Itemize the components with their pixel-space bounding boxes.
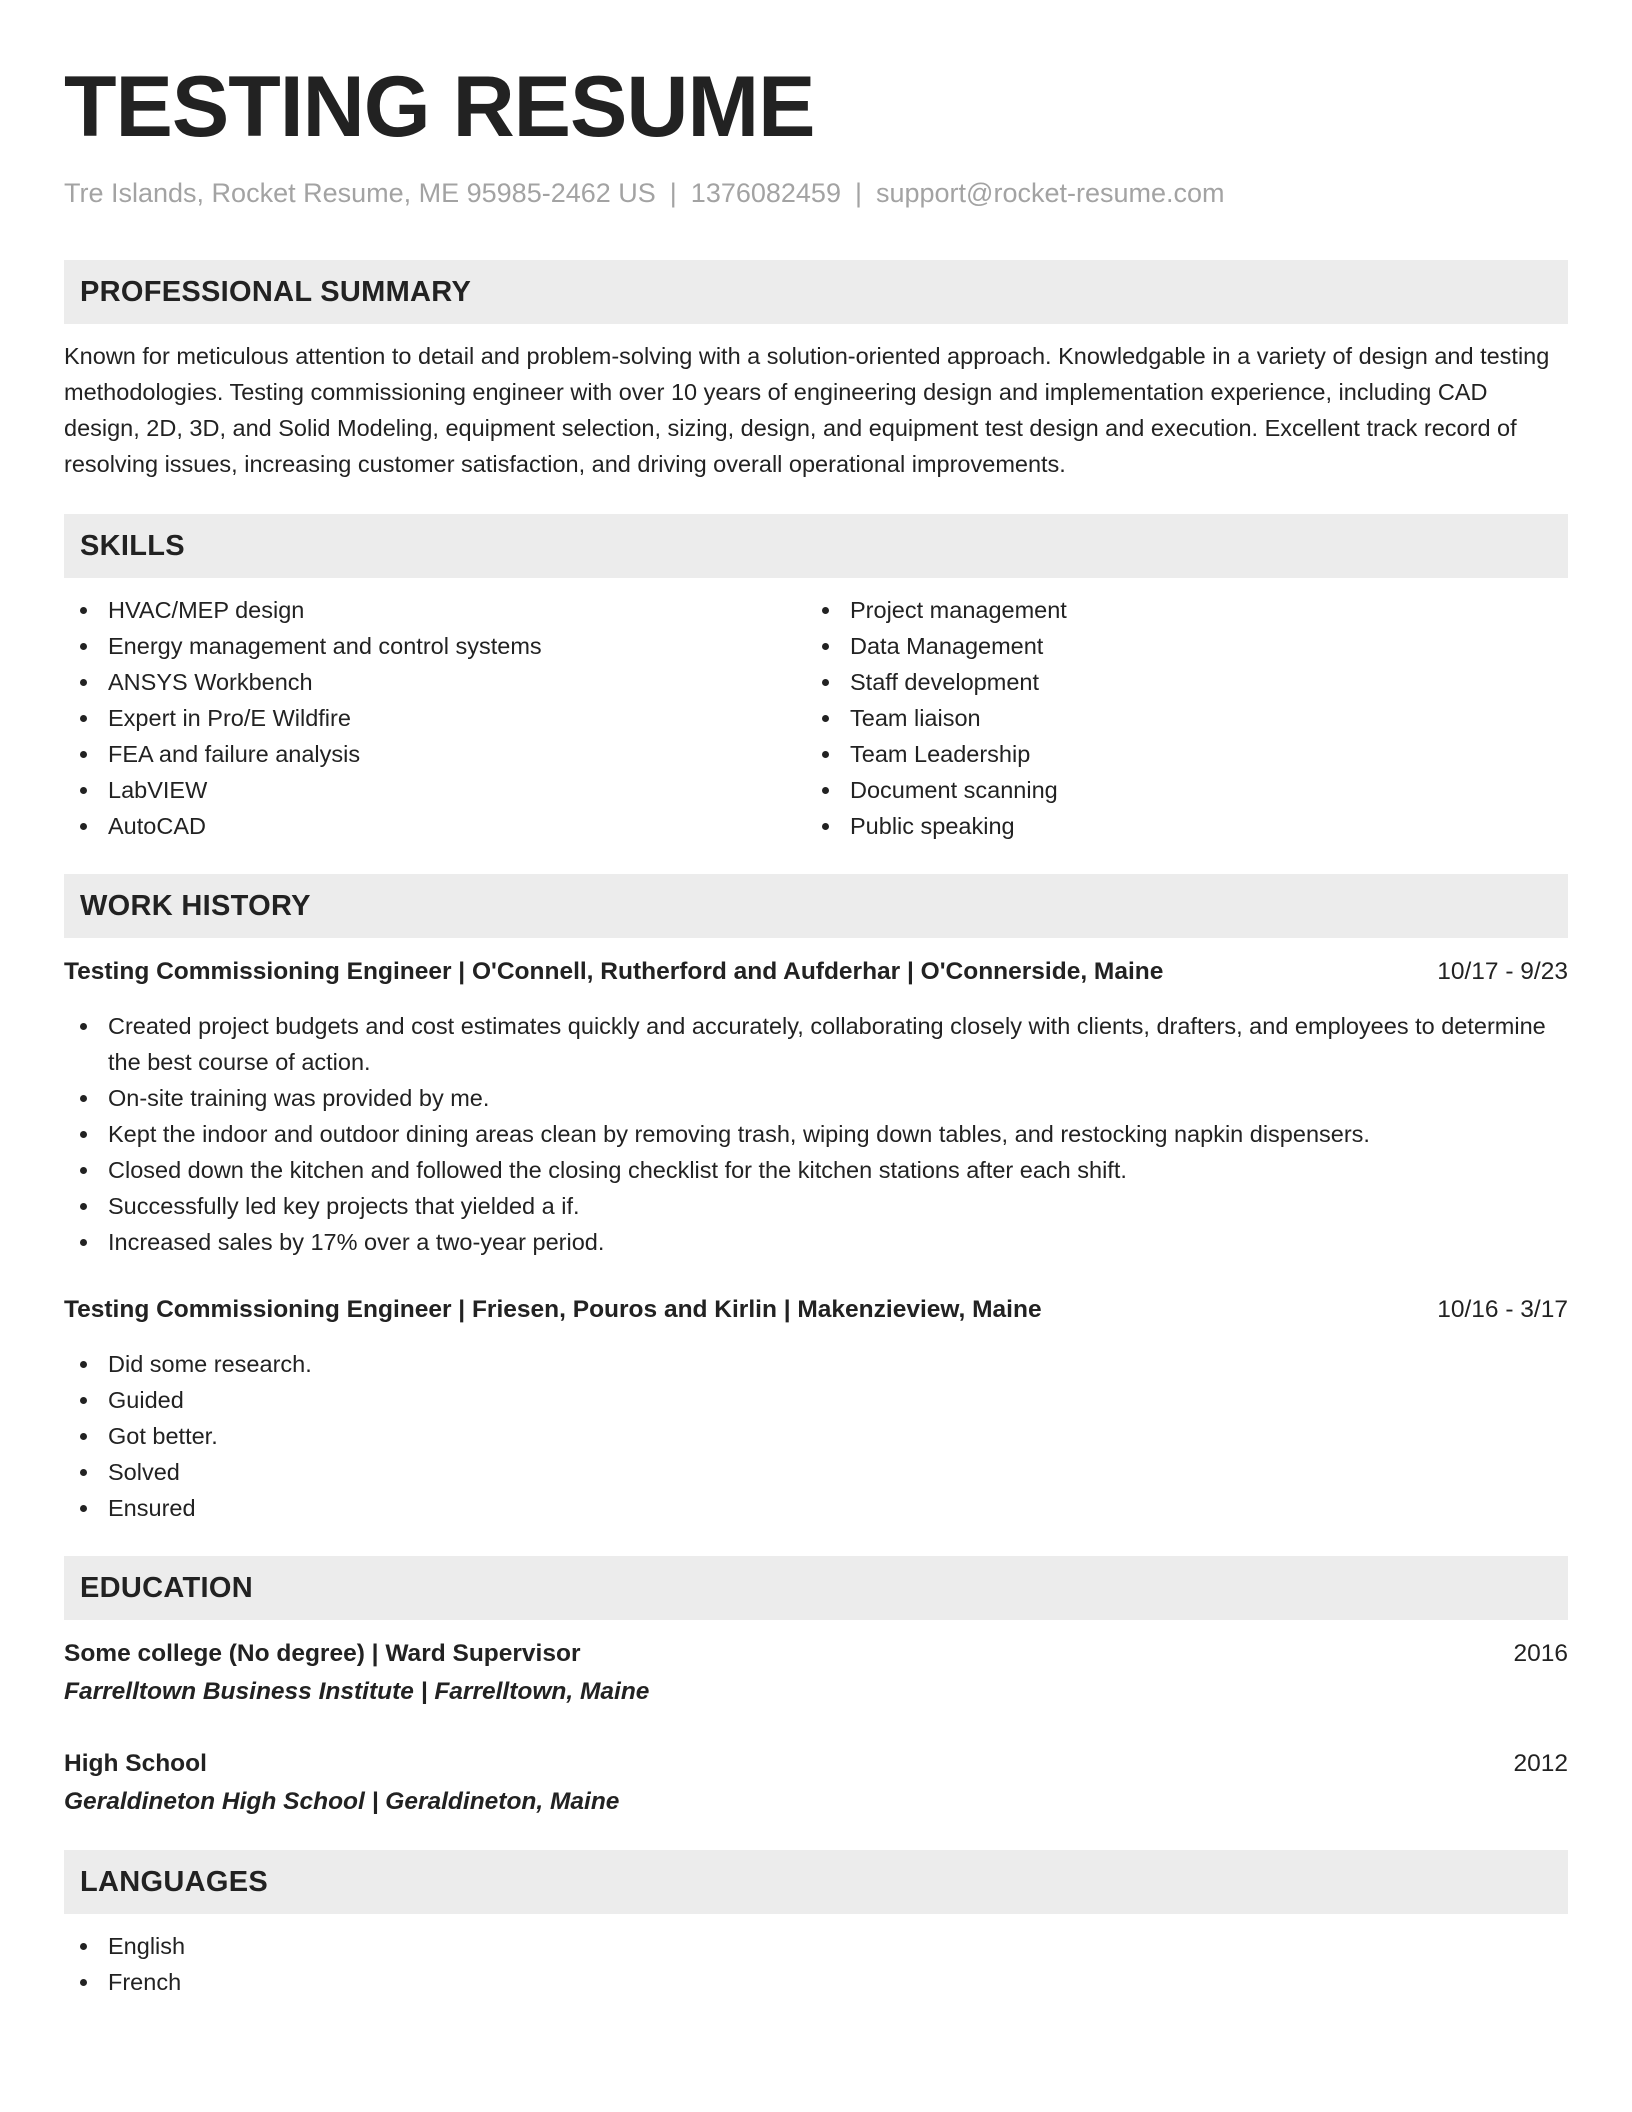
languages-heading: LANGUAGES [64, 1850, 1568, 1914]
education-school: Farrelltown Business Institute | Farrelltown, Maine [64, 1678, 650, 1705]
skill-item: AutoCAD [64, 808, 806, 844]
language-item: French [64, 1964, 1568, 2000]
skills-heading: SKILLS [64, 514, 1568, 578]
skill-item: Team liaison [806, 700, 1548, 736]
skill-item: LabVIEW [64, 772, 806, 808]
job-header [64, 954, 1568, 990]
job-dates: 10/16 - 3/17 [1437, 1296, 1568, 1323]
education-year: 2012 [1513, 1750, 1568, 1777]
job-bullet: On-site training was provided by me. [64, 1080, 1568, 1116]
skill-item: Expert in Pro/E Wildfire [64, 700, 806, 736]
job-bullet: Kept the indoor and outdoor dining areas clean by removing trash, wiping down tables, and restocking napkin dispensers. [64, 1116, 1568, 1152]
job-bullet: Ensured [64, 1490, 1568, 1526]
skill-item: Energy management and control systems [64, 628, 806, 664]
job-bullet: Created project budgets and cost estimates quickly and accurately, collaborating closely with clients, drafters, and employees to determine the best course of action. [64, 1008, 1568, 1080]
resume-name: TESTING RESUME [64, 59, 815, 155]
skills-right-list [806, 592, 1548, 844]
job-bullet: Closed down the kitchen and followed the closing checklist for the kitchen stations after each shift. [64, 1152, 1568, 1188]
skill-item: Public speaking [806, 808, 1548, 844]
summary-text: Known for meticulous attention to detail and problem-solving with a solution-oriented approach. Knowledgable in a variety of design and testing methodologies. Testing commissioning engineer with over 10 years of engineering design and implementation experience, including CAD design, 2D, 3D, and Solid Modeling, equipment selection, sizing, design, and equipment test design and execution. Excellent track record of resolving issues, increasing customer satisfaction, and driving overall operational improvements. [64, 343, 1550, 477]
education-header [64, 1746, 1568, 1782]
job-bullet: Successfully led key projects that yielded a if. [64, 1188, 1568, 1224]
resume-page [64, 0, 1568, 2000]
languages-list [64, 1928, 1568, 2000]
education-degree: High School [64, 1750, 207, 1777]
skill-item: Project management [806, 592, 1548, 628]
job-bullet: Got better. [64, 1418, 1568, 1454]
summary-heading: PROFESSIONAL SUMMARY [64, 260, 1568, 324]
skill-item: ANSYS Workbench [64, 664, 806, 700]
work-heading: WORK HISTORY [64, 874, 1568, 938]
skill-item: Document scanning [806, 772, 1548, 808]
job-bullet: Guided [64, 1382, 1568, 1418]
education-degree: Some college (No degree) | Ward Supervisor [64, 1640, 581, 1667]
skill-item: Data Management [806, 628, 1548, 664]
education-school: Geraldineton High School | Geraldineton, Maine [64, 1788, 620, 1815]
job-bullet: Increased sales by 17% over a two-year period. [64, 1224, 1568, 1260]
job-title: Testing Commissioning Engineer | O'Connell, Rutherford and Aufderhar | O'Connerside, Maine [64, 958, 1164, 985]
job-title: Testing Commissioning Engineer | Friesen, Pouros and Kirlin | Makenzieview, Maine [64, 1296, 1042, 1323]
education-year: 2016 [1513, 1640, 1568, 1667]
contact-address: Tre Islands, Rocket Resume, ME 95985-2462 US [64, 178, 656, 208]
skill-item: FEA and failure analysis [64, 736, 806, 772]
contact-line [64, 176, 1568, 210]
job-bullet: Did some research. [64, 1346, 1568, 1382]
job-header [64, 1292, 1568, 1328]
skill-item: HVAC/MEP design [64, 592, 806, 628]
skill-item: Staff development [806, 664, 1548, 700]
contact-separator: | [854, 178, 862, 208]
job-bullets [64, 1008, 1568, 1260]
contact-email[interactable]: support@rocket-resume.com [875, 178, 1225, 208]
skills-left-list [64, 592, 806, 844]
education-header [64, 1636, 1568, 1672]
job-bullets [64, 1346, 1568, 1526]
education-heading: EDUCATION [64, 1556, 1568, 1620]
contact-phone: 1376082459 [690, 178, 841, 208]
skill-item: Team Leadership [806, 736, 1548, 772]
job-bullet: Solved [64, 1454, 1568, 1490]
skills-columns [64, 592, 1568, 844]
contact-separator: | [669, 178, 677, 208]
language-item: English [64, 1928, 1568, 1964]
job-dates: 10/17 - 9/23 [1437, 958, 1568, 985]
